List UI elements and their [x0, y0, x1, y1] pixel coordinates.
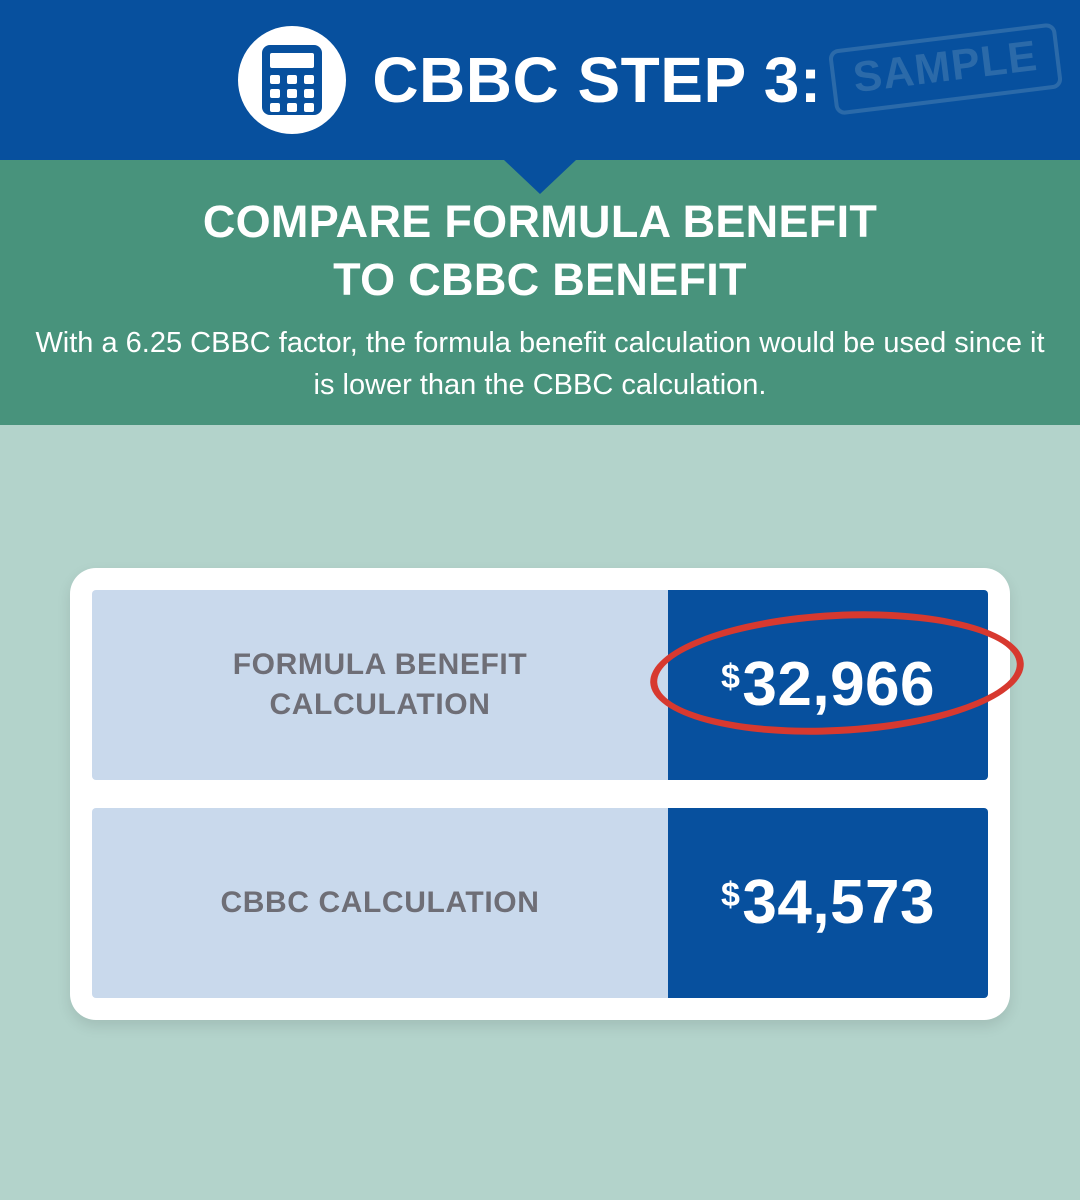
banner-title-line1: COMPARE FORMULA BENEFIT [202, 196, 878, 247]
amount-cbbc-calculation [720, 868, 936, 937]
row-label-formula-benefit [92, 590, 668, 780]
header-content [238, 26, 821, 134]
row-label-cbbc-calculation [92, 808, 668, 998]
table-row [92, 808, 988, 998]
currency-symbol: $ [720, 876, 741, 914]
currency-symbol: $ [720, 658, 741, 696]
amount-value: 32,966 [742, 650, 936, 719]
amount-formula-benefit [720, 650, 936, 719]
row-label-line2: CALCULATION [269, 688, 491, 721]
row-value-cbbc-calculation [668, 808, 988, 998]
banner-title-line2: TO CBBC BENEFIT [333, 253, 747, 305]
table-row [92, 590, 988, 780]
comparison-card [70, 568, 1010, 1020]
content-area [0, 425, 1080, 1200]
banner-title [40, 193, 1040, 308]
section-banner [0, 160, 1080, 425]
amount-value: 34,573 [742, 868, 936, 937]
page-title: CBBC STEP 3: [372, 44, 822, 116]
calculator-icon [238, 26, 346, 134]
banner-subtitle: With a 6.25 CBBC factor, the formula benefit calculation would be used since it is lower than the CBBC calculation. [35, 327, 1045, 402]
header-bar [0, 0, 1080, 160]
sample-stamp: SAMPLE [828, 22, 1064, 115]
banner-notch [504, 160, 576, 194]
row-value-formula-benefit [668, 590, 988, 780]
row-label-line1: FORMULA BENEFIT [232, 647, 528, 681]
row-label-line1: CBBC CALCULATION [220, 885, 540, 919]
